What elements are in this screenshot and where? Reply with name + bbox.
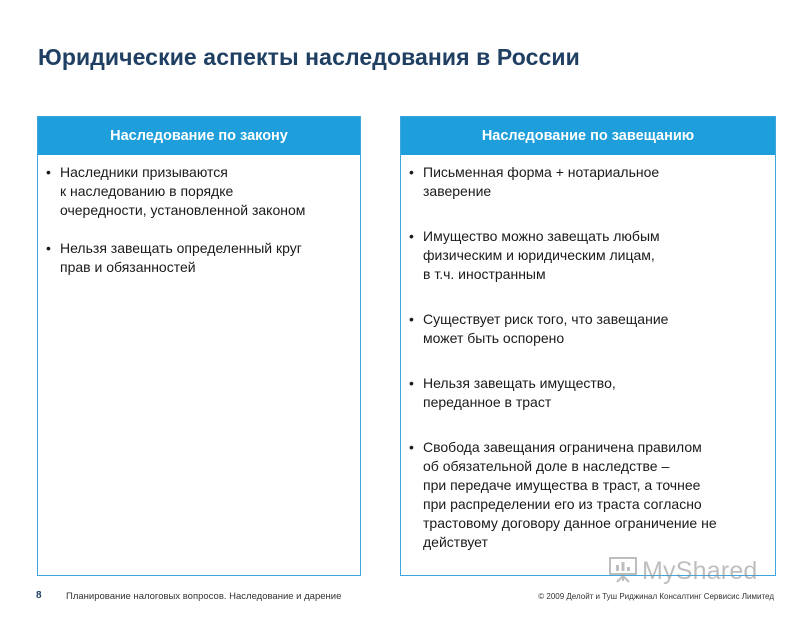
- bullet-list-by-law: [38, 155, 360, 277]
- panel-header-by-law: Наследование по закону: [38, 117, 360, 155]
- watermark: [608, 554, 758, 588]
- bullet-item: • Письменная форма + нотариальное заверение: [409, 163, 765, 201]
- panel-inheritance-by-law: [37, 116, 361, 576]
- bullet-item: • Наследники призываются к наследованию в порядке очередности, установленной законом: [46, 163, 350, 220]
- panel-header-by-will: Наследование по завещанию: [401, 117, 775, 155]
- watermark-text: MyShared: [642, 556, 758, 585]
- bullet-item: • Нельзя завещать определенный круг прав и обязанностей: [46, 239, 350, 277]
- bullet-item: • Нельзя завещать имущество, переданное в траст: [409, 374, 765, 412]
- footer-text: Планирование налоговых вопросов. Наследование и дарение: [66, 591, 342, 602]
- copyright-text: © 2009 Делойт и Туш Риджинал Консалтинг Сервисис Лимитед: [538, 592, 774, 601]
- page-title: Юридические аспекты наследования в России: [38, 44, 580, 70]
- bullet-item: • Имущество можно завещать любым физическим и юридическим лицам, в т.ч. иностранным: [409, 227, 765, 284]
- presentation-board-icon: [608, 554, 638, 589]
- panel-inheritance-by-will: [400, 116, 776, 576]
- bullet-list-by-will: [401, 155, 775, 552]
- bullet-item: • Свобода завещания ограничена правилом об обязательной доле в наследстве – при передаче имущества в траст, а точнее при распределении его из траста согласно трастовому договору данное ограничение не действует: [409, 438, 765, 552]
- bullet-item: • Существует риск того, что завещание может быть оспорено: [409, 310, 765, 348]
- page-number: 8: [36, 590, 42, 601]
